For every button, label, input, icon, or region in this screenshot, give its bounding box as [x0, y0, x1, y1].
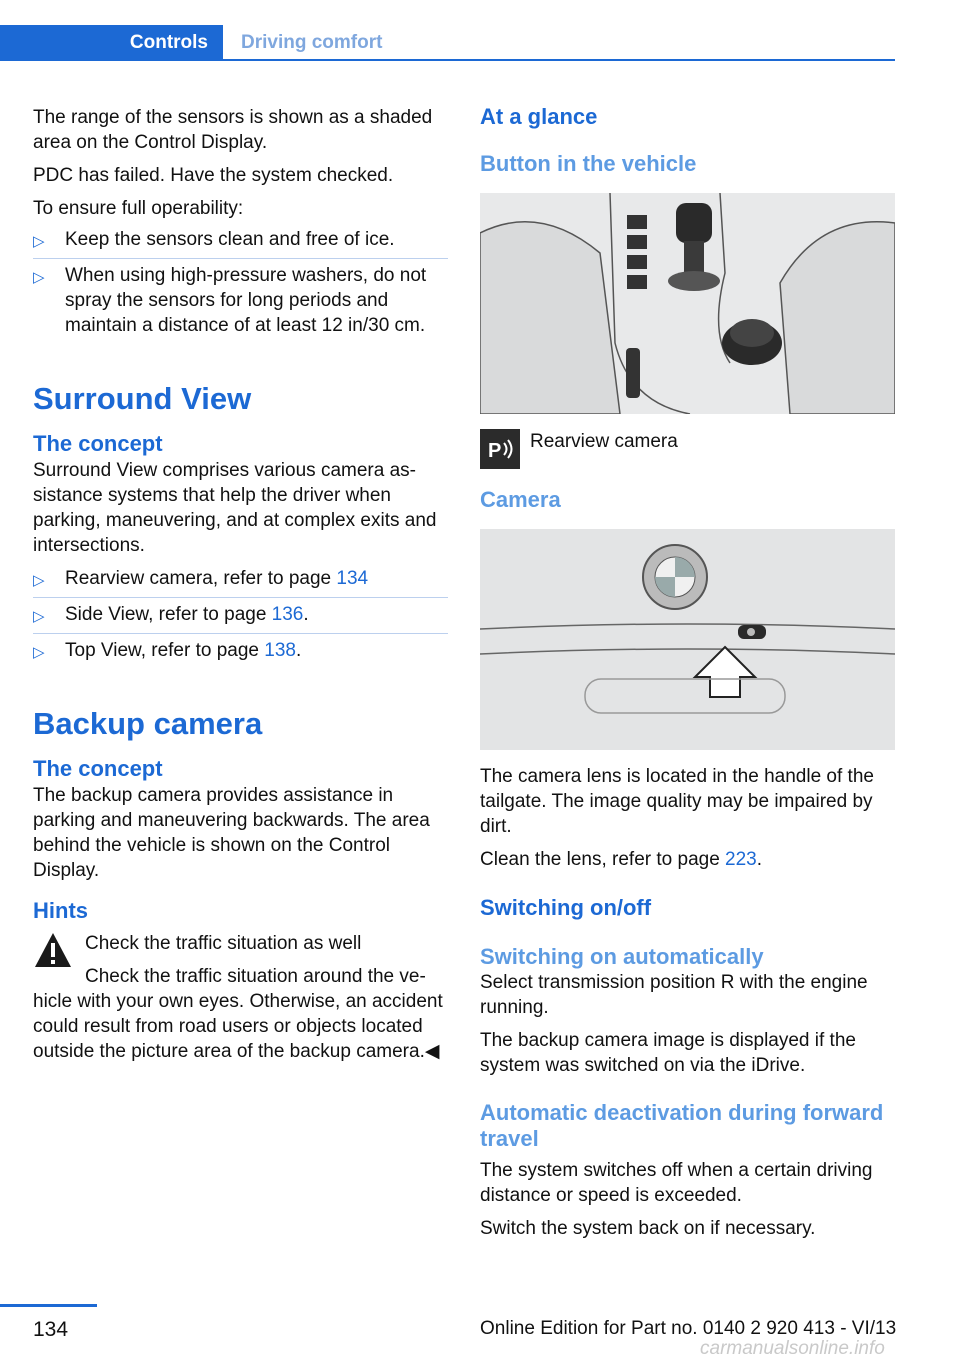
triangle-bullet-icon: ▷ — [33, 644, 45, 661]
page-link-138[interactable]: 138 — [264, 640, 296, 661]
button-legend — [480, 429, 895, 471]
at-a-glance-heading: At a glance — [480, 104, 598, 129]
intro-text-3: To ensure full operability: — [33, 198, 244, 219]
surround-view-heading: Surround View — [33, 381, 252, 416]
auto-on-heading: Switching on automatically — [480, 944, 764, 969]
tailgate-camera-image — [480, 529, 895, 750]
triangle-bullet-icon: ▷ — [33, 233, 45, 250]
left-column — [33, 100, 448, 1064]
warning-title: Check the traffic situation as well — [85, 933, 362, 954]
deactivation-text: The system switches off when a certain driving distance or speed is exceeded. — [480, 1160, 873, 1206]
warning-text: Check the traffic situation around the vehicle with your own eyes. Otherwise, an accident could result from road users or objects located outside the picture area of the backup camera.◀ — [33, 966, 443, 1062]
page-link-223[interactable]: 223 — [725, 849, 757, 870]
switching-heading: Switching on/off — [480, 895, 652, 920]
list-item: ▷ When using high-pressure washers, do not spray the sensors for long periods and maintain a distance of at least 12 in/30 cm. — [33, 265, 427, 336]
triangle-bullet-icon: ▷ — [33, 572, 45, 589]
edition-text: Online Edition for Part no. 0140 2 920 413 - VI/13 — [480, 1318, 897, 1339]
tab-driving-comfort[interactable]: Driving comfort — [241, 32, 383, 53]
clean-lens-text: Clean the lens, refer to page 223. — [480, 849, 763, 870]
svg-text:P: P — [488, 440, 502, 462]
header-underline — [223, 59, 895, 61]
center-console-image — [480, 193, 895, 414]
intro-text-2: PDC has failed. Have the system checked. — [33, 165, 394, 186]
triangle-bullet-icon: ▷ — [33, 269, 45, 286]
list-item: ▷ Top View, refer to page 138. — [33, 634, 448, 669]
deactivation-heading: Automatic deactivation during forward travel — [480, 1100, 884, 1151]
camera-heading: Camera — [480, 487, 561, 512]
surround-text: Surround View comprises various camera assistance systems that help the driver when parking, maneuvering, and at complex exits and intersections. — [33, 460, 437, 556]
backup-concept-heading: The concept — [33, 756, 163, 781]
surround-list — [33, 562, 448, 669]
surround-concept-heading: The concept — [33, 431, 163, 456]
watermark: carmanualsonline.info — [700, 1338, 885, 1359]
page-number: 134 — [33, 1318, 69, 1341]
triangle-bullet-icon: ▷ — [33, 608, 45, 625]
auto-on-text-2: The backup camera image is displayed if the system was switched on via the iDrive. — [480, 1030, 856, 1076]
backup-text: The backup camera provides assistance in parking and maneuvering backwards. The area behind the vehicle is shown on the Control Display. — [33, 785, 430, 881]
backup-camera-heading: Backup camera — [33, 706, 263, 741]
hints-heading: Hints — [33, 898, 88, 923]
rearview-camera-label: Rearview camera — [530, 431, 678, 452]
parking-camera-icon — [480, 429, 520, 469]
deactivation-text-2: Switch the system back on if necessary. — [480, 1218, 816, 1239]
button-heading: Button in the vehicle — [480, 151, 697, 176]
camera-text: The camera lens is located in the handle of the tailgate. The image quality may be impaired by dirt. — [480, 766, 874, 837]
list-item: ▷ Keep the sensors clean and free of ice. — [33, 223, 448, 259]
page-link-134[interactable]: 134 — [336, 568, 369, 589]
page-link-136[interactable]: 136 — [271, 604, 304, 625]
list-item: ▷ Side View, refer to page 136. — [33, 598, 448, 634]
footer-line — [0, 1304, 97, 1307]
right-column — [480, 100, 895, 1241]
tab-controls[interactable]: Controls — [0, 25, 223, 61]
list-item: ▷ Rearview camera, refer to page 134 — [33, 562, 448, 598]
auto-on-text: Select transmission position R with the engine running. — [480, 972, 868, 1018]
warning-block — [33, 931, 448, 956]
care-list — [33, 223, 448, 344]
warning-triangle-icon — [33, 931, 73, 969]
intro-text-1: The range of the sensors is shown as a shaded area on the Control Display. — [33, 107, 433, 153]
header-bar — [0, 25, 895, 61]
